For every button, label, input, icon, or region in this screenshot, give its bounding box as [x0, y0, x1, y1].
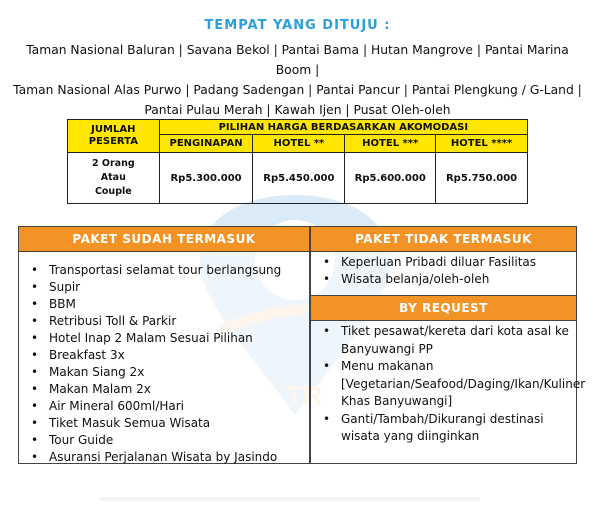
price-cell: Rp5.450.000 — [253, 153, 345, 204]
price-cell: Rp5.750.000 — [436, 153, 528, 204]
destination-line: Taman Nasional Alas Purwo | Padang Sadengan | Pantai Pancur | Pantai Plengkung / G-Land | — [13, 83, 582, 97]
included-panel — [18, 226, 310, 464]
option-header: HOTEL ** — [253, 135, 345, 153]
not-included-panel — [310, 226, 586, 464]
list-item: • Retribusi Toll & Parkir — [19, 313, 309, 330]
destination-line: Taman Nasional Baluran | Savana Bekol | Pantai Bama | Hutan Mangrove | Pantai Marina Boom | — [26, 43, 569, 77]
not-included-list — [311, 252, 576, 288]
destination-line: Pantai Pulau Merah | Kawah Ijen | Pusat Oleh-oleh — [144, 103, 451, 117]
participant-header — [68, 120, 160, 153]
included-list — [19, 252, 309, 466]
list-item: • Keperluan Pribadi diluar Fasilitas — [311, 254, 576, 271]
option-header: HOTEL *** — [345, 135, 436, 153]
participant-line: Atau — [100, 172, 126, 183]
list-item: • Tiket Masuk Semua Wisata — [19, 415, 309, 432]
accommodation-group-header: PILIHAN HARGA BERDASARKAN AKOMODASI — [159, 120, 527, 135]
list-item: • Supir — [19, 279, 309, 296]
list-item: • Makan Malam 2x — [19, 381, 309, 398]
list-item: • Asuransi Perjalanan Wisata by Jasindo — [19, 449, 309, 466]
included-title: PAKET SUDAH TERMASUK — [19, 227, 309, 252]
list-item: • Tour Guide — [19, 432, 309, 449]
participant-header-line: JUMLAH — [91, 124, 136, 135]
not-included-title: PAKET TIDAK TERMASUK — [311, 227, 576, 252]
list-item: • Ganti/Tambah/Dikurangi destinasi wisata yang diinginkan — [311, 411, 576, 446]
divider — [100, 497, 480, 501]
list-item: • Hotel Inap 2 Malam Sesuai Pilihan — [19, 330, 309, 347]
list-item: • Wisata belanja/oleh-oleh — [311, 271, 576, 288]
price-table — [67, 119, 528, 204]
participant-cell — [68, 153, 160, 204]
list-item: • Makan Siang 2x — [19, 364, 309, 381]
list-item: • Breakfast 3x — [19, 347, 309, 364]
participant-header-line: PESERTA — [88, 136, 138, 147]
list-item: • BBM — [19, 296, 309, 313]
by-request-section — [311, 295, 586, 446]
by-request-list — [311, 321, 586, 446]
list-item: • Transportasi selamat tour berlangsung — [19, 262, 309, 279]
option-header: PENGINAPAN — [159, 135, 253, 153]
list-item: • Air Mineral 600ml/Hari — [19, 398, 309, 415]
participant-line: 2 Orang — [91, 158, 135, 169]
participant-line: Couple — [94, 186, 132, 197]
page-heading: TEMPAT YANG DITUJU : — [204, 18, 391, 33]
destination-list — [10, 40, 585, 120]
list-item: • Menu makanan [Vegetarian/Seafood/Daging/Ikan/Kuliner Khas Banyuwangi] — [311, 358, 576, 411]
price-cell: Rp5.300.000 — [159, 153, 253, 204]
price-cell: Rp5.600.000 — [345, 153, 436, 204]
by-request-title: BY REQUEST — [311, 296, 576, 321]
list-item: • Tiket pesawat/kereta dari kota asal ke Banyuwangi PP — [311, 323, 576, 358]
option-header: HOTEL **** — [436, 135, 528, 153]
